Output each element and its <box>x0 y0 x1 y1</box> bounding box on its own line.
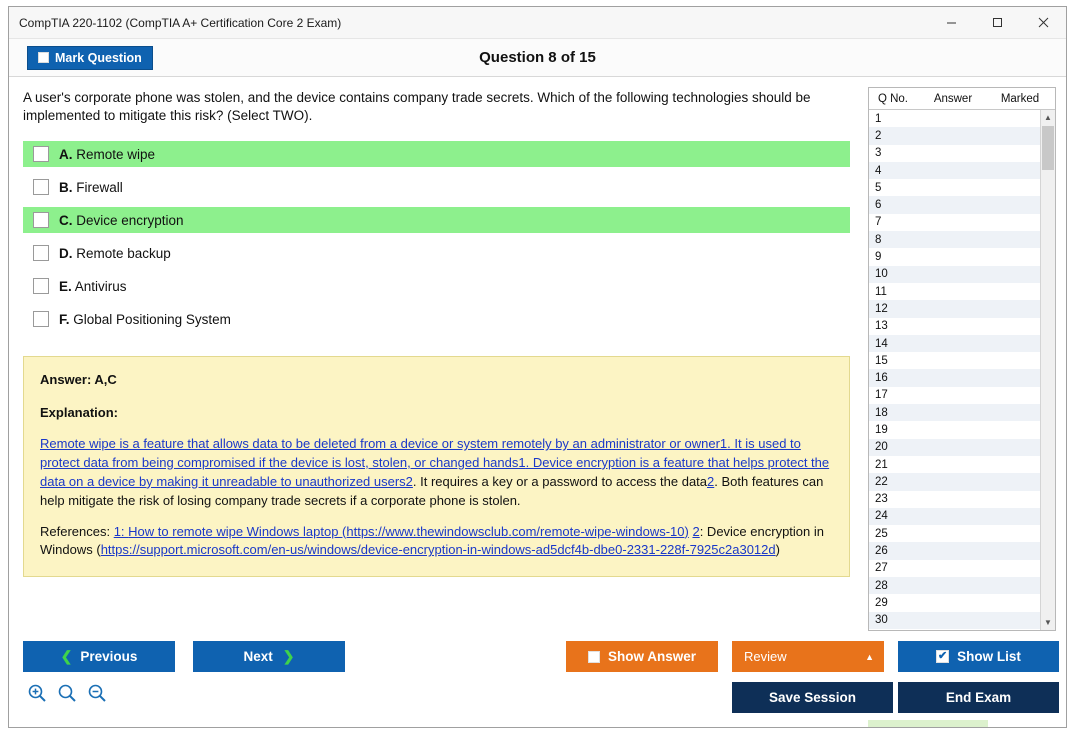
answer-line: Answer: A,C <box>40 372 117 388</box>
question-list-row-number: 29 <box>875 596 888 609</box>
question-list-row[interactable] <box>869 542 1040 559</box>
question-list-row-number: 3 <box>875 147 882 160</box>
reference-2-tail: ) <box>775 542 780 558</box>
question-list-row[interactable] <box>869 560 1040 577</box>
option-c[interactable] <box>23 207 850 233</box>
question-list-pane <box>864 77 1066 631</box>
end-exam-button[interactable] <box>898 682 1059 713</box>
question-list-row[interactable] <box>869 335 1040 352</box>
question-list-row[interactable] <box>869 525 1040 542</box>
zoom-out-icon[interactable] <box>87 683 107 708</box>
question-list-row[interactable] <box>869 266 1040 283</box>
option-e[interactable] <box>23 273 850 299</box>
option-f-checkbox[interactable] <box>33 311 49 327</box>
option-a-label: A. Remote wipe <box>59 146 156 162</box>
question-list-row[interactable] <box>869 318 1040 335</box>
save-session-button[interactable] <box>732 682 893 713</box>
chevron-left-icon: ❮ <box>60 648 73 664</box>
question-list-body <box>869 110 1055 630</box>
question-list-row-number: 7 <box>875 216 882 229</box>
zoom-reset-icon[interactable] <box>57 683 77 708</box>
question-list-row-number: 8 <box>875 233 882 246</box>
question-list-row-number: 28 <box>875 579 888 592</box>
question-list-row-number: 4 <box>875 164 882 177</box>
question-list-row[interactable] <box>869 473 1040 490</box>
footer-bar <box>9 631 1066 727</box>
decorative-highlight <box>868 720 988 727</box>
option-c-checkbox[interactable] <box>33 212 49 228</box>
question-list-row[interactable] <box>869 491 1040 508</box>
minimize-icon[interactable] <box>928 7 974 38</box>
option-spacer <box>23 266 850 273</box>
body-area <box>9 77 1066 631</box>
question-list-row[interactable] <box>869 162 1040 179</box>
option-f[interactable] <box>23 306 850 332</box>
option-f-label: F. Global Positioning System <box>59 311 231 327</box>
question-list-row[interactable] <box>869 110 1040 127</box>
exam-window <box>8 6 1067 728</box>
explanation-plain-1: . It requires a key or a password to access the data <box>412 473 708 489</box>
question-list-row-number: 17 <box>875 389 888 402</box>
header-bar <box>9 39 1066 77</box>
question-list-row-number: 9 <box>875 251 882 264</box>
question-list-row[interactable] <box>869 196 1040 213</box>
question-list-row-number: 11 <box>875 285 887 298</box>
option-d[interactable] <box>23 240 850 266</box>
zoom-in-icon[interactable] <box>27 683 47 708</box>
question-list-row[interactable] <box>869 145 1040 162</box>
question-list-row-number: 1 <box>875 112 882 125</box>
question-list-row-number: 20 <box>875 441 888 454</box>
end-exam-label: End Exam <box>945 690 1012 705</box>
question-list-row-number: 30 <box>875 614 888 627</box>
reference-2-number[interactable]: 2 <box>692 523 700 539</box>
question-list-row-number: 5 <box>875 181 882 194</box>
show-answer-checkbox-icon[interactable] <box>588 651 600 663</box>
show-list-button[interactable] <box>898 641 1059 672</box>
references-text <box>40 523 833 561</box>
reference-2-lead: : Device encryption in Windows ( <box>40 523 824 558</box>
explanation-text <box>40 435 833 510</box>
reference-1-number[interactable]: 1: <box>113 523 129 539</box>
option-spacer <box>23 233 850 240</box>
question-list-row-number: 23 <box>875 493 888 506</box>
option-d-checkbox[interactable] <box>33 245 49 261</box>
option-b[interactable] <box>23 174 850 200</box>
question-list-row[interactable] <box>869 300 1040 317</box>
previous-button[interactable] <box>23 641 175 672</box>
explanation-link-4[interactable]: 2 <box>707 473 715 489</box>
option-spacer <box>23 200 850 207</box>
answer-explanation-panel <box>23 356 850 577</box>
references-label: References: <box>40 523 114 539</box>
question-list-row-number: 18 <box>875 406 888 419</box>
reference-1-link[interactable]: How to remote wipe Windows laptop (https://www.thewindowsclub.com/remote-wipe-windows-10) <box>128 523 689 539</box>
title-bar <box>9 7 1066 39</box>
scroll-up-icon[interactable]: ▲ <box>1041 110 1055 125</box>
next-button[interactable] <box>193 641 345 672</box>
show-answer-button[interactable] <box>566 641 718 672</box>
question-list-row[interactable] <box>869 577 1040 594</box>
question-list-row-number: 15 <box>875 354 888 367</box>
save-session-label: Save Session <box>768 690 857 705</box>
window-title: CompTIA 220-1102 (CompTIA A+ Certification Core 2 Exam) <box>19 15 342 30</box>
option-b-checkbox[interactable] <box>33 179 49 195</box>
question-list-row[interactable] <box>869 352 1040 369</box>
question-list-row-number: 27 <box>875 562 888 575</box>
option-a-checkbox[interactable] <box>33 146 49 162</box>
scroll-down-icon[interactable]: ▼ <box>1041 615 1055 630</box>
question-list-row[interactable] <box>869 456 1040 473</box>
mark-question-button[interactable] <box>27 46 153 70</box>
question-list-row[interactable] <box>869 248 1040 265</box>
question-list-row[interactable] <box>869 214 1040 231</box>
column-header-answer: Answer <box>933 92 973 105</box>
option-spacer <box>23 167 850 174</box>
question-list-row-number: 14 <box>875 337 888 350</box>
question-list-row[interactable] <box>869 127 1040 144</box>
previous-label: Previous <box>80 649 138 664</box>
option-spacer <box>23 299 850 306</box>
mark-question-label: Mark Question <box>55 50 142 65</box>
question-list-row-number: 13 <box>875 320 888 333</box>
explanation-link-1[interactable]: Remote wipe is a feature that allows data to be deleted from a device or system remotely by an administrator or owner1 <box>40 436 728 452</box>
question-text: A user's corporate phone was stolen, and the device contains company trade secrets. Which of the following technologies should be implemented to mitigate this risk? (Select TWO). <box>23 90 811 124</box>
question-list-row-number: 19 <box>875 423 888 436</box>
question-list-row[interactable] <box>869 179 1040 196</box>
option-e-label: E. Antivirus <box>59 278 127 294</box>
question-list-row[interactable] <box>869 421 1040 438</box>
zoom-controls <box>27 683 107 708</box>
explanation-link-2[interactable]: . It is used to protect data from being compromised if the device is lost, stolen, or changed hands1 <box>40 436 801 470</box>
question-list-row-number: 26 <box>875 545 888 558</box>
show-list-label: Show List <box>957 649 1021 664</box>
question-list-scrollbar[interactable] <box>1040 110 1055 630</box>
show-answer-label: Show Answer <box>607 649 696 664</box>
show-list-checkbox-icon[interactable]: ✔ <box>938 650 948 662</box>
question-list-row[interactable] <box>869 612 1040 629</box>
option-b-label: B. Firewall <box>59 179 123 195</box>
column-header-marked: Marked <box>1000 92 1040 105</box>
question-list-row-number: 6 <box>875 199 882 212</box>
options-list <box>23 141 850 332</box>
option-c-label: C. Device encryption <box>59 212 184 228</box>
option-d-label: D. Remote backup <box>59 245 171 261</box>
question-list-row[interactable] <box>869 508 1040 525</box>
mark-question-checkbox-icon[interactable] <box>38 52 49 63</box>
page-title: Question 8 of 15 <box>479 49 596 66</box>
review-dropdown[interactable] <box>732 641 884 672</box>
question-pane <box>9 77 864 631</box>
explanation-plain-2: . Both features can help mitigate the risk of losing company trade secrets if a corporate phone is stolen. <box>40 473 824 508</box>
question-list-row-number: 25 <box>875 527 888 540</box>
question-list-row-number: 21 <box>875 458 888 471</box>
review-label: Review <box>744 649 787 664</box>
question-list-row-number: 24 <box>875 510 888 523</box>
question-list-row[interactable] <box>869 594 1040 611</box>
question-list-row[interactable] <box>869 231 1040 248</box>
question-list-row[interactable] <box>869 404 1040 421</box>
question-list-row[interactable] <box>869 283 1040 300</box>
question-list-grid <box>868 87 1056 631</box>
reference-2-link[interactable]: https://support.microsoft.com/en-us/windows/device-encryption-in-windows-ad5dcf4b-dbe0-2331-228f-7925c2a3012d <box>100 542 776 558</box>
question-list-row-number: 12 <box>875 302 888 315</box>
scrollbar-thumb[interactable] <box>1042 126 1054 170</box>
question-list-row-number: 16 <box>875 372 888 385</box>
chevron-right-icon: ❯ <box>282 648 295 664</box>
question-list-row[interactable] <box>869 439 1040 456</box>
option-e-checkbox[interactable] <box>33 278 49 294</box>
chevron-down-icon: ▲ <box>865 651 874 662</box>
column-header-qno: Q No. <box>877 92 909 105</box>
question-list-header <box>869 88 1055 110</box>
close-icon[interactable] <box>1020 7 1066 38</box>
question-list-rows[interactable] <box>869 110 1040 630</box>
option-a[interactable] <box>23 141 850 167</box>
next-label: Next <box>243 649 273 664</box>
explanation-label: Explanation: <box>40 405 119 421</box>
maximize-icon[interactable] <box>974 7 1020 38</box>
question-list-row-number: 10 <box>875 268 888 281</box>
question-list-row-number: 2 <box>875 129 882 142</box>
question-list-row[interactable] <box>869 369 1040 386</box>
question-list-row-number: 22 <box>875 475 888 488</box>
explanation-link-3[interactable]: . Device encryption is a feature that helps protect the data on a device by making it unreadable to unauthorized users2 <box>40 454 830 489</box>
question-list-row[interactable] <box>869 387 1040 404</box>
